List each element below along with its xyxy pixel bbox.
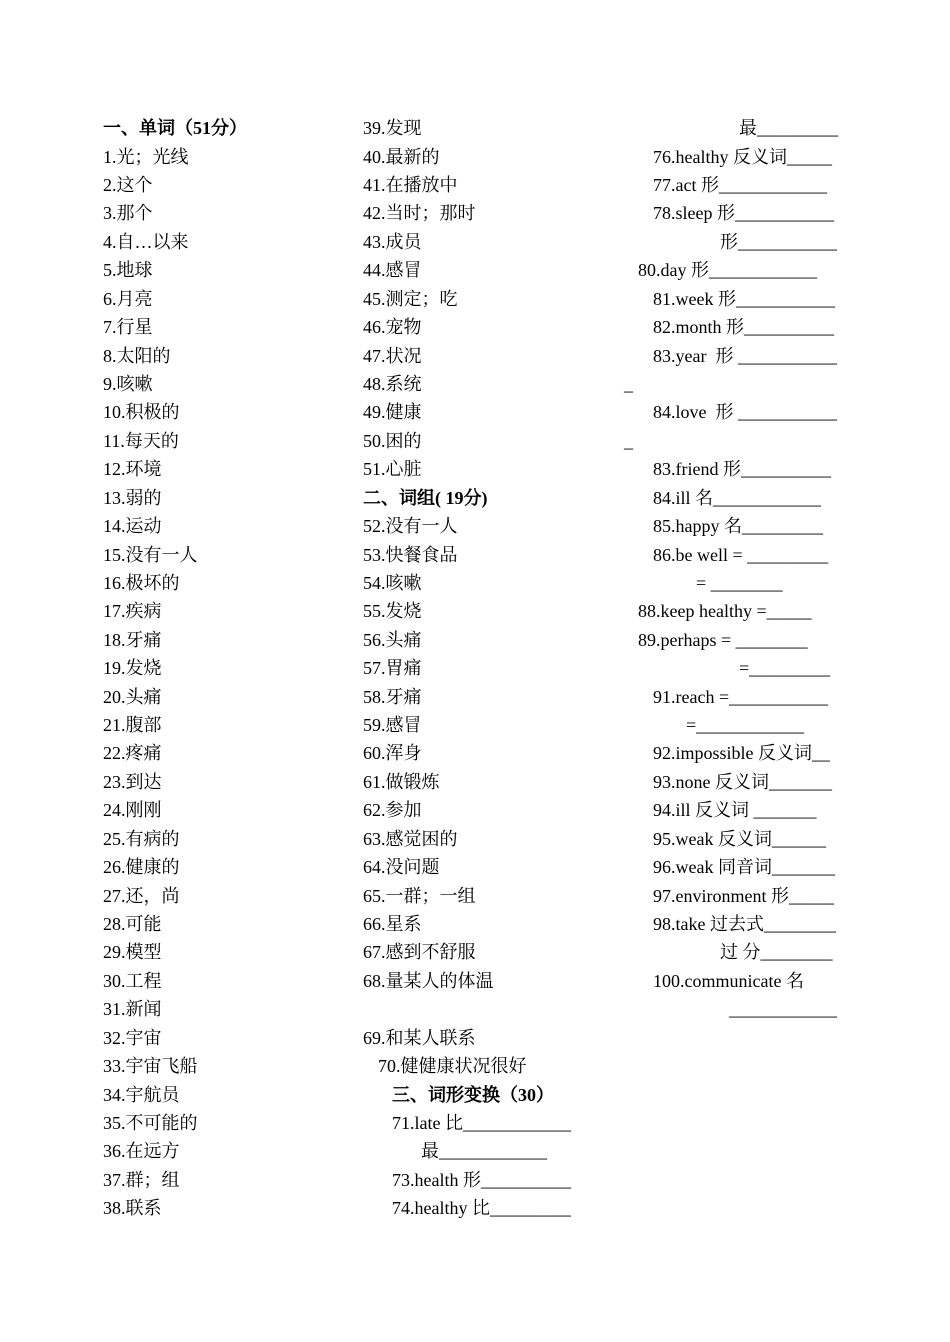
- list-item: 77.act 形____________: [653, 175, 827, 195]
- list-item: 22.疼痛: [103, 743, 162, 763]
- list-item: 最____________: [421, 1141, 547, 1161]
- list-item: 82.month 形__________: [653, 317, 835, 337]
- list-item: 81.week 形___________: [653, 289, 835, 309]
- list-item: 30.工程: [103, 971, 162, 991]
- list-item: 84.ill 名____________: [653, 488, 822, 508]
- list-item: 39.发现: [363, 118, 422, 138]
- list-item: =_________: [739, 658, 831, 678]
- list-item: 52.没有一人: [363, 516, 458, 536]
- list-item: 46.宠物: [363, 317, 422, 337]
- list-item: 32.宇宙: [103, 1028, 162, 1048]
- list-item: 41.在播放中: [363, 175, 458, 195]
- list-item: 56.头痛: [363, 630, 422, 650]
- list-item: 17.疾病: [103, 601, 162, 621]
- list-item: 40.最新的: [363, 147, 440, 167]
- list-item: 14.运动: [103, 516, 162, 536]
- list-item: 83.friend 形__________: [653, 459, 831, 479]
- list-item: 57.胃痛: [363, 658, 422, 678]
- list-item: 61.做锻炼: [363, 772, 440, 792]
- list-item: 6.月亮: [103, 289, 153, 309]
- list-item: 42.当时；那时: [363, 203, 476, 223]
- list-item: =____________: [686, 715, 805, 735]
- list-item: 11.每天的: [103, 431, 179, 451]
- list-item: 84.love 形 ___________: [653, 402, 837, 422]
- list-item: 68.量某人的体温: [363, 971, 494, 991]
- list-item: 12.环境: [103, 459, 162, 479]
- list-item: 44.感冒: [363, 260, 422, 280]
- list-item: 36.在远方: [103, 1141, 180, 1161]
- list-item: 47.状况: [363, 346, 422, 366]
- list-item: 27.还，尚: [103, 886, 180, 906]
- list-item: 1.光；光线: [103, 147, 189, 167]
- list-item: 26.健康的: [103, 857, 180, 877]
- list-item: 34.宇航员: [103, 1085, 180, 1105]
- list-item: 86.be well = _________: [653, 545, 829, 565]
- list-item: 88.keep healthy =_____: [638, 601, 812, 621]
- list-item: 54.咳嗽: [363, 573, 422, 593]
- list-item: 97.environment 形_____: [653, 886, 834, 906]
- list-item: 31.新闻: [103, 999, 162, 1019]
- section-heading-words: 一、单词（51分）: [103, 118, 247, 138]
- list-item: ____________: [729, 999, 837, 1019]
- list-item: 80.day 形____________: [638, 260, 817, 280]
- list-item: 21.腹部: [103, 715, 162, 735]
- list-item: 37.群；组: [103, 1170, 180, 1190]
- list-item: 66.星系: [363, 914, 422, 934]
- list-item: 38.联系: [103, 1198, 162, 1218]
- list-item: 59.感冒: [363, 715, 422, 735]
- list-item: 92.impossible 反义词__: [653, 743, 831, 763]
- list-item: 8.太阳的: [103, 346, 171, 366]
- list-item: 69.和某人联系: [363, 1028, 476, 1048]
- list-item: 100.communicate 名: [653, 971, 804, 991]
- list-item: 4.自…以来: [103, 232, 189, 252]
- list-item: 64.没问题: [363, 857, 440, 877]
- list-item: 9.咳嗽: [103, 374, 153, 394]
- list-item: 28.可能: [103, 914, 162, 934]
- list-item: 50.困的: [363, 431, 422, 451]
- list-item: 55.发烧: [363, 601, 422, 621]
- list-item: 2.这个: [103, 175, 153, 195]
- list-item: 15.没有一人: [103, 545, 198, 565]
- list-item: 35.不可能的: [103, 1113, 198, 1133]
- list-item: 29.模型: [103, 942, 162, 962]
- list-item: 43.成员: [363, 232, 422, 252]
- list-item: 20.头痛: [103, 687, 162, 707]
- list-item: 7.行星: [103, 317, 153, 337]
- list-item: 形___________: [720, 232, 837, 252]
- list-item: 最_________: [739, 118, 838, 138]
- list-item: 94.ill 反义词 _______: [653, 800, 817, 820]
- list-item: 63.感觉困的: [363, 829, 458, 849]
- list-item: 96.weak 同音词_______: [653, 857, 835, 877]
- list-item: _: [624, 374, 633, 394]
- section-heading-word-forms: 三、词形变换（30）: [392, 1085, 554, 1105]
- list-item: 95.weak 反义词______: [653, 829, 826, 849]
- list-item: 19.发烧: [103, 658, 162, 678]
- list-item: 76.healthy 反义词_____: [653, 147, 832, 167]
- list-item: 83.year 形 ___________: [653, 346, 837, 366]
- list-item: 85.happy 名_________: [653, 516, 823, 536]
- list-item: 过 分________: [720, 942, 833, 962]
- list-item: 78.sleep 形___________: [653, 203, 834, 223]
- list-item: 91.reach =___________: [653, 687, 829, 707]
- list-item: _: [624, 431, 633, 451]
- list-item: 58.牙痛: [363, 687, 422, 707]
- list-item: 3.那个: [103, 203, 153, 223]
- list-item: = ________: [696, 573, 783, 593]
- list-item: 89.perhaps = ________: [638, 630, 808, 650]
- list-item: 10.积极的: [103, 402, 180, 422]
- list-item: 67.感到不舒服: [363, 942, 476, 962]
- list-item: 33.宇宙飞船: [103, 1056, 198, 1076]
- list-item: 49.健康: [363, 402, 422, 422]
- list-item: 62.参加: [363, 800, 422, 820]
- list-item: 71.late 比____________: [392, 1113, 571, 1133]
- list-item: 48.系统: [363, 374, 422, 394]
- list-item: 53.快餐食品: [363, 545, 458, 565]
- list-item: 65.一群；一组: [363, 886, 476, 906]
- list-item: 70.健健康状况很好: [378, 1056, 527, 1076]
- list-item: 23.到达: [103, 772, 162, 792]
- list-item: 18.牙痛: [103, 630, 162, 650]
- list-item: 51.心脏: [363, 459, 422, 479]
- list-item: 25.有病的: [103, 829, 180, 849]
- list-item: 24.刚刚: [103, 800, 162, 820]
- section-heading-phrases: 二、词组( 19分): [363, 488, 488, 508]
- list-item: 98.take 过去式________: [653, 914, 836, 934]
- list-item: 5.地球: [103, 260, 153, 280]
- list-item: 13.弱的: [103, 488, 162, 508]
- list-item: 73.health 形__________: [392, 1170, 571, 1190]
- list-item: 16.极坏的: [103, 573, 180, 593]
- list-item: 74.healthy 比_________: [392, 1198, 571, 1218]
- list-item: 93.none 反义词_______: [653, 772, 832, 792]
- list-item: 45.测定；吃: [363, 289, 458, 309]
- list-item: 60.浑身: [363, 743, 422, 763]
